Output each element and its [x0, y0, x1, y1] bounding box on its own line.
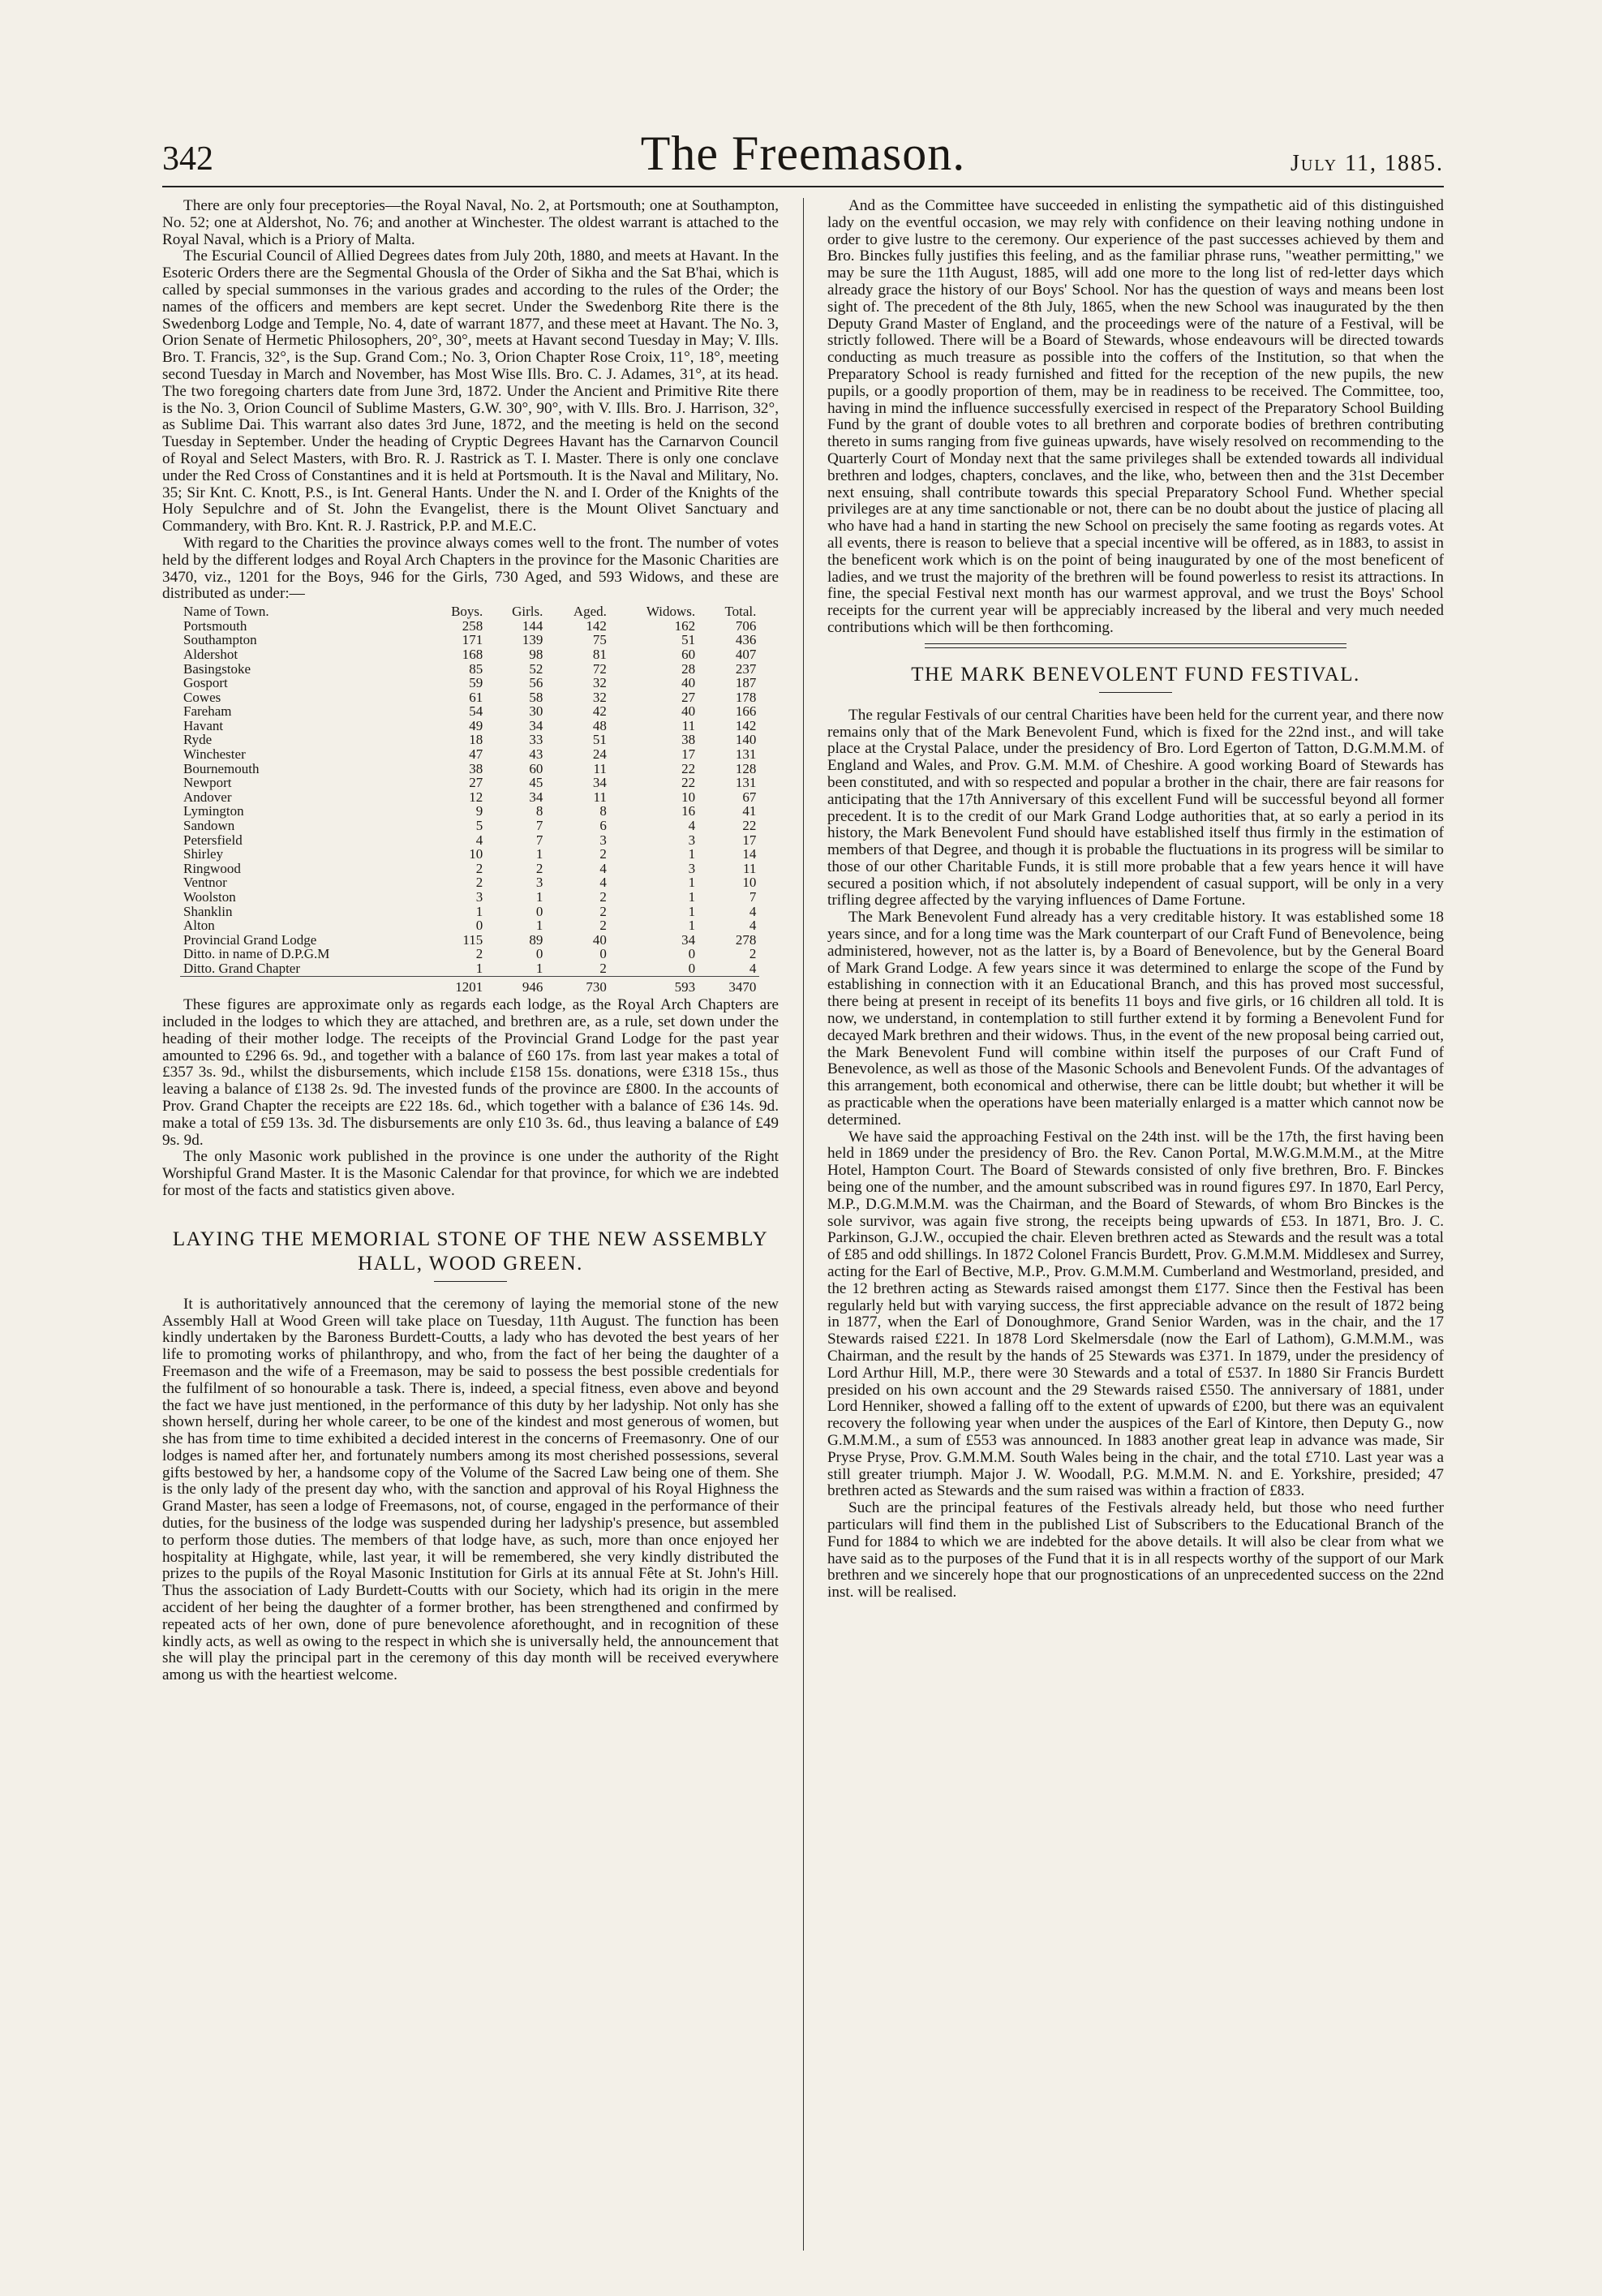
table-cell: 2 — [599, 903, 607, 919]
table-cell: 49 — [469, 717, 483, 733]
table-cell: 40 — [681, 703, 696, 720]
paragraph: The Mark Benevolent Fund already has a very creditable history. It was established some 18 years since, and for a long time was the Mark counterpart of our Craft Fund of Benevolence, being administered, however, not as the latter is, by a Board of Benevolence, but by the General Board of Mark Grand Lodge. A few years since it was determined to enlarge the scope of the Fund by establishing in connection with it an Educational Branch, and this has proved most successful, there being at present in receipt of its benefits 11 boys and five girls, or 16 children all told. It is now, we understand, in contemplation to still further extend it by forming a Benevolent Fund for decayed Mark brethren and their widows. Thus, in the event of the new proposal being carried out, the Mark Benevolent Fund will combine within itself the purposes of our Craft Fund of Benevolence, as well as those of the Masonic Schools and Benevolent Funds. Of the advantages of this arrangement, both economical and otherwise, there can be little doubt; but whether it will be as practicable when the operations have been materially enlarged is a matter which cannot now be determined. — [827, 909, 1444, 1129]
table-cell: Cowes — [183, 689, 221, 705]
table-cell: 34 — [592, 775, 607, 791]
table-row — [180, 790, 759, 805]
table-cell: 407 — [735, 646, 757, 662]
table-cell: 278 — [735, 931, 757, 948]
table-cell: 140 — [735, 732, 757, 748]
table-cell: 4 — [749, 918, 757, 934]
table-row — [180, 619, 759, 634]
table-cell: 81 — [592, 646, 607, 662]
table-cell: 17 — [681, 746, 696, 763]
table-cell: 2 — [599, 889, 607, 905]
column-header: Aged. — [573, 604, 607, 620]
table-cell: 38 — [681, 732, 696, 748]
table-cell: 1 — [688, 846, 696, 862]
table-cell: 7 — [535, 832, 543, 848]
table-row — [180, 905, 759, 919]
table-cell: 128 — [735, 760, 757, 776]
table-cell: 10 — [469, 846, 483, 862]
table-row — [180, 762, 759, 776]
table-cell: 30 — [529, 703, 543, 720]
table-cell: 3 — [535, 875, 543, 891]
table-cell: 14 — [742, 846, 757, 862]
table-cell: Winchester — [183, 746, 246, 763]
table-cell: 56 — [529, 675, 543, 691]
table-cell: 3 — [688, 860, 696, 876]
table-total-row — [180, 976, 759, 994]
table-row — [180, 733, 759, 747]
paragraph: And as the Committee have succeeded in enlisting the sympathetic aid of this distinguished lady on the eventful occasion, we may rely with confidence on their leaving nothing undone in order to give lustre to the ceremony. Our experience of the past successes achieved by them and Bro. Binckes fully justifies this feeling, and as the familiar phrase runs, "weather permitting," we may be sure the 11th August, 1885, will add one more to the long list of red-letter days which already grace the history of our Boys' School. Nor has the question of ways and means been lost sight of. The precedent of the 8th July, 1865, when the new School was inaugurated by the then Deputy Grand Master of England, and the proceedings were of the nature of a Festival, will be strictly followed. There will be a Board of Stewards, whose endeavours will be directed towards conducting as much treasure as possible into the coffers of the Institution, so that when the Preparatory School is ready furnished and fitted for the reception of the new pupils, the new pupils, or a goodly proportion of them, may be in readiness to be received. The Committee, too, having in mind the influence successfully exercised in respect of the Preparatory School Building Fund by the grant of double votes to all brethren and corporate bodies of brethren contributing thereto in sums ranging from five guineas upwards, have wisely resolved on recommending to the Quarterly Court of Monday next that the same privileges shall be extended towards all individual brethren and lodges, chapters, conclaves, and the like, who, between then and the 31st December next ensuing, shall contribute towards this special Preparatory School Fund. Whether special privileges are at any time sanctionable or not, there can be no doubt about the justice of placing all who have had a hand in starting the new School on precisely the same footing as regards votes. At all events, there is reason to believe that a special incentive will be offered, as in 1883, to assist in the beneficent work which is on the point of being inaugurated by one of the most beneficent of ladies, and we trust the majority of the brethren will be found powerless to resist its attractions. In fine, the special Festival next month has our warmest approval, and we trust the Boys' School receipts for the current year will be appreciably increased by the liberal and very much needed contributions which will be then forthcoming. — [827, 197, 1444, 636]
table-cell: 33 — [529, 732, 543, 748]
column-header: Boys. — [451, 604, 483, 620]
table-cell: 40 — [592, 931, 607, 948]
table-cell: 85 — [469, 660, 483, 677]
table-cell: 51 — [681, 632, 696, 648]
table-cell: 139 — [522, 632, 543, 648]
page-number: 342 — [162, 140, 213, 178]
table-cell: 42 — [592, 703, 607, 720]
table-cell: 1 — [535, 846, 543, 862]
table-cell: 730 — [546, 976, 610, 994]
table-cell: 9 — [475, 803, 483, 819]
table-cell: 168 — [462, 646, 483, 662]
table-cell: 22 — [742, 818, 757, 834]
table-cell: 60 — [529, 760, 543, 776]
table-row — [180, 719, 759, 733]
table-cell: 59 — [469, 675, 483, 691]
table-cell: 0 — [535, 903, 543, 919]
table-cell: 0 — [475, 918, 483, 934]
table-cell: 3 — [475, 889, 483, 905]
table-cell: Lymington — [183, 803, 244, 819]
table-cell: 946 — [486, 976, 546, 994]
table-cell: 27 — [681, 689, 696, 705]
table-body — [180, 619, 759, 976]
table-cell: 7 — [535, 818, 543, 834]
table-cell: 1 — [688, 875, 696, 891]
table-cell: 48 — [592, 717, 607, 733]
table-cell: 4 — [749, 960, 757, 976]
table-row — [180, 819, 759, 833]
table-cell: 2 — [599, 960, 607, 976]
column-header: Girls. — [512, 604, 543, 620]
table-row — [180, 662, 759, 677]
table-cell: 115 — [462, 931, 483, 948]
table-cell: Ventnor — [183, 875, 227, 891]
table-cell: 32 — [592, 689, 607, 705]
table-cell: 11 — [593, 760, 607, 776]
table-cell: 47 — [469, 746, 483, 763]
table-cell: 6 — [599, 818, 607, 834]
table-cell: Fareham — [183, 703, 232, 720]
table-row — [180, 947, 759, 961]
table-cell: 98 — [529, 646, 543, 662]
table-cell: 0 — [688, 960, 696, 976]
table-cell: 1 — [535, 960, 543, 976]
table-cell: 0 — [599, 946, 607, 962]
right-column — [827, 198, 1444, 1602]
section-rule — [925, 643, 1346, 648]
table-row — [180, 676, 759, 690]
table-cell: Basingstoke — [183, 660, 251, 677]
table-cell: 38 — [469, 760, 483, 776]
column-header: Total. — [724, 604, 757, 620]
table-row — [180, 862, 759, 876]
table-cell: 10 — [681, 789, 696, 805]
table-cell: Shanklin — [183, 903, 233, 919]
table-cell: Southampton — [183, 632, 257, 648]
masthead — [162, 112, 1444, 182]
table-cell: 2 — [475, 946, 483, 962]
table-cell: Alton — [183, 918, 215, 934]
table-cell: 34 — [529, 789, 543, 805]
table-cell: 131 — [735, 746, 757, 763]
table-cell: 593 — [610, 976, 698, 994]
table-cell: 2 — [475, 860, 483, 876]
table-cell: Shirley — [183, 846, 224, 862]
table-row — [180, 776, 759, 790]
table-cell: 4 — [599, 875, 607, 891]
table-cell: 237 — [735, 660, 757, 677]
table-cell: 142 — [735, 717, 757, 733]
table-row — [180, 847, 759, 862]
paragraph: The Escurial Council of Allied Degrees dates from July 20th, 1880, and meets at Havant. In the Esoteric Orders there are the Segmental Ghousla of the Order of Sikha and the Sat B'hai, which is called by special summonses in the various grades and according to the rules of the Order; the names of the officers and members are kept secret. Under the Swedenborg Rite there is the Swedenborg Lodge and Temple, No. 4, date of warrant 1877, and these meet at Havant. The No. 3, Orion Senate of Hermetic Philosophers, 20°, 30°, meets at Havant second Tuesday in May; V. Ills. Bro. T. Francis, 32°, is the Sup. Grand Com.; No. 3, Orion Chapter Rose Croix, 11°, 18°, meeting second Tuesday in March and November, has Most Wise Ills. Bro. C. J. Adames, 31°, at its head. The two foregoing charters date from June 3rd, 1872. Under the Ancient and Primitive Rite there is the No. 3, Orion Council of Sublime Masters, G.W. 30°, 90°, with V. Ills. Bro. J. Harrison, 32°, as Sublime Dai. This warrant also dates 3rd June, 1872, and the meeting is held on the second Tuesday in September. Under the heading of Cryptic Degrees Havant has the Carnarvon Council of Royal and Select Masters, with Bro. R. J. Rastrick as T. I. Master. There is only one conclave under the Red Cross of Constantines and it is held at Portsmouth. It is the Naval and Military, No. 35; Sir Knt. C. Knott, P.S., is Int. General Hants. Under the N. and I. Order of the Knights of the Holy Sepulchre and of St. John the Evangelist, there is the Mount Olivet Sanctuary and Commandery, with Bro. Knt. R. J. Rastrick, P.P. and M.E.C. — [162, 247, 779, 535]
table-row — [180, 647, 759, 662]
table-cell: 1 — [535, 889, 543, 905]
table-cell: 4 — [749, 903, 757, 919]
column-divider — [803, 198, 804, 2251]
charity-votes-table — [180, 604, 759, 994]
table-row — [180, 747, 759, 762]
table-header-row — [180, 604, 759, 619]
table-cell: 1201 — [425, 976, 487, 994]
table-cell: 4 — [688, 818, 696, 834]
table-cell: 27 — [469, 775, 483, 791]
paragraph: Such are the principal features of the Festivals already held, but those who need further particulars will find them in the published List of Subscribers to the Educational Branch of the Fund for 1884 to which we are indebted for the above details. It will also be clear from what we have said as to the purposes of the Fund that it is in all respects worthy of the support of our Mark brethren and we sincerely hope that our prognostications of an unprecedented success on the 22nd inst. will be realised. — [827, 1499, 1444, 1602]
table-cell: 34 — [529, 717, 543, 733]
table-cell: 8 — [599, 803, 607, 819]
paragraph: With regard to the Charities the province always comes well to the front. The number of votes held by the different lodges and Royal Arch Chapters in the province for the Masonic Charities are 3470, viz., 1201 for the Boys, 946 for the Girls, 730 Aged, and 593 Widows, and these are distributed as under:— — [162, 534, 779, 603]
paragraph: It is authoritatively announced that the ceremony of laying the memorial stone of the new Assembly Hall at Wood Green will take place on Tuesday, 11th August. The function has been kindly undertaken by the Baroness Burdett-Coutts, a lady who has devoted the best years of her life to promoting works of philanthropy, and who, from the fact of her being the daughter of a Freemason and the wife of a Freemason, may be said to possess the best possible credentials for the fulfilment of so honourable a task. There is, indeed, a special fitness, even above and beyond the fact we have just mentioned, in the performance of this duty by her ladyship. Not only has she shown herself, during her whole career, to be one of the kindest and most generous of women, but she has from time to time exhibited a decided interest in the concerns of Freemasonry. One of our lodges is named after her, and fortunately numbers among its most cherished possessions, several gifts bestowed by her, a handsome copy of the Volume of the Sacred Law being one of them. She is the only lady of the present day who, with the sanction and approval of his Royal Highness the Grand Master, has seen a lodge of Freemasons, not, of course, engaged in the performance of their duties, for the business of the lodge was suspended during her ladyship's presence, but assembled to perform those duties. The members of that lodge have, as such, more than once enjoyed her hospitality at Highgate, while, last year, it will be remembered, she very kindly distributed the prizes to the pupils of the Royal Masonic Institution for Girls at its annual Fête at St. John's Hill. Thus the association of Lady Burdett-Coutts with our Society, which had its origin in the mere accident of her being the daughter of a former brother, has been strengthened and confirmed by repeated acts of her own, done of pure benevolence aforethought, and in recognition of these kindly acts, as well as owing to the respect in which she is universally held, the announcement that she will play the principal part in the ceremony of this day month will be received everywhere among us with the heartiest welcome. — [162, 1295, 779, 1684]
table-cell: Ditto. in name of D.P.G.M — [183, 946, 330, 962]
table-cell: 2 — [749, 946, 757, 962]
table-cell: 3 — [688, 832, 696, 848]
table-cell: Woolston — [183, 889, 236, 905]
table-cell: Bournemouth — [183, 760, 260, 776]
table-cell: 22 — [681, 775, 696, 791]
table-cell: 258 — [462, 617, 483, 634]
left-column — [162, 198, 779, 1684]
table-cell: Newport — [183, 775, 232, 791]
heading-rule — [434, 1281, 507, 1282]
table-cell: 187 — [735, 675, 757, 691]
table-cell: 142 — [586, 617, 607, 634]
table-cell: 2 — [535, 860, 543, 876]
table-cell: 171 — [462, 632, 483, 648]
heading-rule — [1099, 692, 1172, 693]
table-cell: 60 — [681, 646, 696, 662]
table-cell: 22 — [681, 760, 696, 776]
table-cell: Portsmouth — [183, 617, 247, 634]
table-cell: 1 — [688, 918, 696, 934]
table-cell: 18 — [469, 732, 483, 748]
table-cell: Andover — [183, 789, 232, 805]
table-cell: Petersfield — [183, 832, 243, 848]
table-cell: 52 — [529, 660, 543, 677]
table-cell: 28 — [681, 660, 696, 677]
table-cell: 54 — [469, 703, 483, 720]
table-cell: Provincial Grand Lodge — [183, 931, 317, 948]
table-cell: 1 — [688, 903, 696, 919]
table-cell: Sandown — [183, 818, 235, 834]
table-cell: Aldershot — [183, 646, 238, 662]
table-cell: Ringwood — [183, 860, 241, 876]
newspaper-title: The Freemason. — [640, 127, 966, 180]
column-header: Name of Town. — [183, 604, 269, 620]
paragraph: The only Masonic work published in the province is one under the authority of the Right Worshipful Grand Master. It is the Masonic Calendar for that province, for which we are indebted for most of the facts and statistics given above. — [162, 1148, 779, 1199]
table-cell: 10 — [742, 875, 757, 891]
table-cell: 34 — [681, 931, 696, 948]
table-cell: Ditto. Grand Chapter — [183, 960, 300, 976]
table-cell: 89 — [529, 931, 543, 948]
table-row — [180, 890, 759, 905]
table-row — [180, 918, 759, 933]
table-cell: 1 — [475, 903, 483, 919]
table-row — [180, 961, 759, 976]
table-cell: 72 — [592, 660, 607, 677]
table-row — [180, 633, 759, 647]
table-cell: 11 — [681, 717, 696, 733]
paragraph: These figures are approximate only as regards each lodge, as the Royal Arch Chapters are included in the lodges to which they are attached, and brethren are, as a rule, set down under the heading of their mother lodge. The receipts of the Provincial Grand Lodge for the past year amounted to £296 6s. 9d., and together with a balance of £60 17s. from last year makes a total of £357 3s. 9d., whilst the disbursements, which include £158 15s. donations, were £318 15s., thus leaving a balance of £138 2s. 9d. The invested funds of the province are £800. In the accounts of Prov. Grand Chapter the receipts are £22 18s. 6d., which together with a balance of £36 14s. 9d. make a total of £59 13s. 3d. The disbursements are only £10 3s. 6d., thus leaving a balance of £49 9s. 9d. — [162, 996, 779, 1149]
table-cell: 166 — [735, 703, 757, 720]
table-cell: 706 — [735, 617, 757, 634]
table-cell: 162 — [674, 617, 696, 634]
masthead-rule — [162, 186, 1444, 187]
table-cell: Ryde — [183, 732, 213, 748]
table-cell: 7 — [749, 889, 757, 905]
table-cell: 40 — [681, 675, 696, 691]
table-cell: 4 — [475, 832, 483, 848]
table-cell: 131 — [735, 775, 757, 791]
table-cell: 0 — [688, 946, 696, 962]
table-cell: 11 — [743, 860, 757, 876]
table-row — [180, 804, 759, 819]
table-row — [180, 690, 759, 705]
table-cell: 144 — [522, 617, 543, 634]
issue-date: July 11, 1885. — [1291, 151, 1444, 176]
table-cell: 32 — [592, 675, 607, 691]
paragraph: There are only four preceptories—the Royal Naval, No. 2, at Portsmouth; one at Southampton, No. 52; one at Aldershot, No. 76; and another at Winchester. The oldest warrant is attached to the Royal Naval, which is a Priory of Malta. — [162, 197, 779, 248]
table-cell: 4 — [599, 860, 607, 876]
paragraph: We have said the approaching Festival on the 24th inst. will be the 17th, the first having been held in 1869 under the presidency of Bro. the Rev. Canon Portal, M.W.G.M.M.M., at the Mitre Hotel, Hampton Court. The Board of Stewards consisted of only five brethren, Bro. F. Binckes being one of the number, and the amount subscribed was in round figures £97. In 1870, Earl Percy, M.P., D.G.M.M.M. was the Chairman, and the Board of Stewards, of whom Bro Binckes is the sole survivor, was again five strong, the receipts being upwards of £53. In 1871, Bro. J. C. Parkinson, G.J.W., occupied the chair. Eleven brethren acted as Stewards and the result was a total of £85 and odd shillings. In 1872 Colonel Francis Burdett, Prov. G.M.M.M. Middlesex and Surrey, acting for the Earl of Bective, M.P., Prov. G.M.M.M. Cumberland and Westmorland, presided, and the 12 brethren acting as Stewards raised amongst them £177. Since then the Festival has been regularly held but with varying success, the first appreciable advance on the result of 1872 being in 1877, when the Earl of Donoughmore, Grand Senior Warden, was in the chair, and the 17 Stewards raised £221. In 1878 Lord Skelmersdale (now the Earl of Lathom), G.M.M.M., was Chairman, and the result by the hands of 25 Stewards was £371. In 1879, under the presidency of Lord Arthur Hill, M.P., there were 30 Stewards and a total of £537. In 1880 Sir Francis Burdett presided on his own account and the 29 Stewards raised £550. The anniversary of 1881, under Lord Henniker, showed a falling off to the extent of upwards of £200, but there was an equivalent recovery the following year when under the auspices of the Earl of Kintore, then Deputy G., now G.M.M.M., a sum of £553 was announced. In 1883 another great leap in advance was made, Sir Pryse Pryse, Prov. G.M.M.M. South Wales being in the chair, and the total £710. Last year was a still greater triumph. Major J. W. Woodall, P.G. M.M.M. N. and E. Yorkshire, presided; 47 brethren acted as Stewards and the sum raised was within a fraction of £833. — [827, 1128, 1444, 1500]
table-cell: 58 — [529, 689, 543, 705]
table-cell: 1 — [475, 960, 483, 976]
table-cell: 41 — [742, 803, 757, 819]
table-cell: 11 — [593, 789, 607, 805]
paragraph: The regular Festivals of our central Charities have been held for the current year, and there now remains only that of the Mark Benevolent Fund, which is fixed for the 22nd inst., and will take place at the Crystal Palace, under the presidency of Bro. Lord Egerton of Tatton, D.G.M.M.M. of England and Wales, and Prov. G.M. M.M. of Cheshire. A good working Board of Stewards has been constituted, and with so respected and popular a brother in the chair, there are fair reasons for anticipating that the 17th Anniversary of this excellent Fund will be successful beyond all former precedent. It is to the credit of our Mark Grand Lodge authorities that, at so early a period in its history, the Mark Benevolent Fund should have established itself thus firmly in the estimation of members of that Degree, and though it is probable the fluctuations in its progress will be similar to those of our other Charitable Funds, it is still more probable that a few years hence it will have secured a position which, if not absolutely independent of casual support, will be only in a very trifling degree affected by the varying influences of Dame Fortune. — [827, 706, 1444, 909]
table-cell: 24 — [592, 746, 607, 763]
table-cell: 1 — [535, 918, 543, 934]
table-cell: 2 — [599, 846, 607, 862]
table-row — [180, 833, 759, 848]
table-row — [180, 704, 759, 719]
table-cell: 61 — [469, 689, 483, 705]
table-cell: Gosport — [183, 675, 228, 691]
table-cell: 2 — [475, 875, 483, 891]
table-cell: 51 — [592, 732, 607, 748]
article-heading: LAYING THE MEMORIAL STONE OF THE NEW ASSEMBLY HALL, WOOD GREEN. — [172, 1228, 769, 1275]
table-cell: 1 — [688, 889, 696, 905]
table-cell: 5 — [475, 818, 483, 834]
table-cell: 3 — [599, 832, 607, 848]
table-row — [180, 933, 759, 948]
table-cell: 16 — [681, 803, 696, 819]
column-header: Widows. — [646, 604, 696, 620]
table-cell: 8 — [535, 803, 543, 819]
table-cell: Havant — [183, 717, 224, 733]
table-row — [180, 875, 759, 890]
table-cell: 67 — [742, 789, 757, 805]
table-cell: 17 — [742, 832, 757, 848]
table-cell: 75 — [592, 632, 607, 648]
table-cell: 178 — [735, 689, 757, 705]
table-cell: 12 — [469, 789, 483, 805]
table-cell: 2 — [599, 918, 607, 934]
article-heading: THE MARK BENEVOLENT FUND FESTIVAL. — [911, 663, 1360, 686]
table-cell: 0 — [535, 946, 543, 962]
table-cell: 3470 — [698, 976, 759, 994]
table-cell — [180, 976, 425, 994]
table-cell: 436 — [735, 632, 757, 648]
table-cell: 45 — [529, 775, 543, 791]
table-cell: 43 — [529, 746, 543, 763]
